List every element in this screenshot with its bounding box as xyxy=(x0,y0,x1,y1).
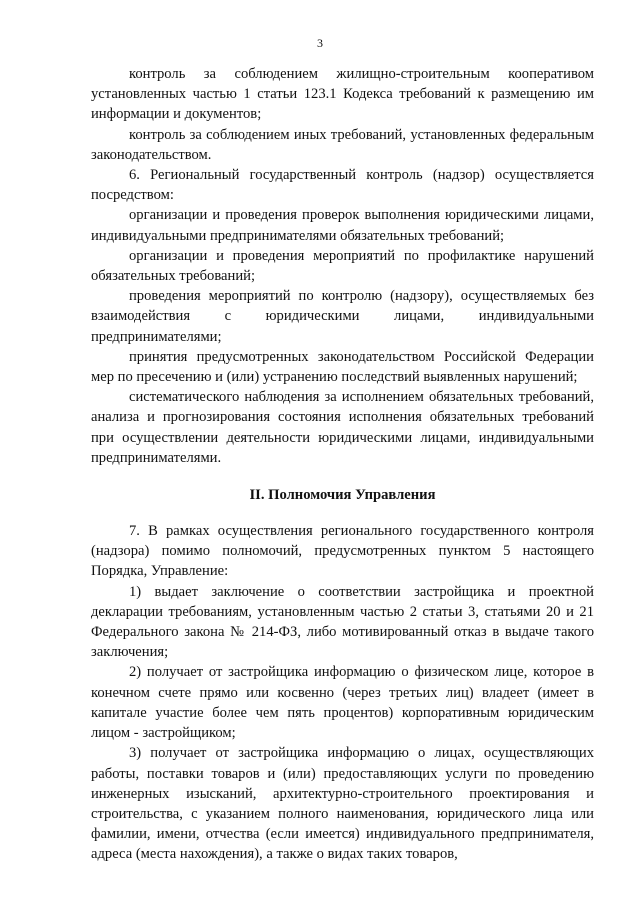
paragraph: принятия предусмотренных законодательством Российской Федерации мер по пресечению и (или) устранению последствий выявленных нарушений; xyxy=(91,348,594,386)
paragraph: 2) получает от застройщика информацию о физическом лице, которое в конечном счете прямо или косвенно (через третьих лиц) владеет (имеет в капитале участие более чем пять процентов) корпоративным юридическим лицом - застройщиком; xyxy=(91,664,594,742)
paragraph: контроль за соблюдением жилищно-строительным кооперативом установленных частью 1 статьи 123.1 Кодекса требований к размещению им информации и документов; xyxy=(91,66,594,123)
paragraph: 3) получает от застройщика информацию о лицах, осуществляющих работы, поставки товаров и (или) предоставляющих услуги по проведению инженерных изысканий, архитектурно-строительного проектирования и строительства, с указанием полного наименования, юридического лица или фамилии, имени, отчества (если имеется) индивидуального предпринимателя, адреса (места нахождения), а также о видах таких товаров, xyxy=(91,745,594,863)
paragraph: 1) выдает заключение о соответствии застройщика и проектной декларации требованиям, установленным частью 2 статьи 3, статьями 20 и 21 Федерального закона № 214-ФЗ, либо мотивированный отказ в выдаче такого заключения; xyxy=(91,583,594,661)
paragraph: 6. Региональный государственный контроль (надзор) осуществляется посредством: xyxy=(91,167,594,204)
section-heading: II. Полномочия Управления xyxy=(249,487,436,504)
paragraph: организации и проведения проверок выполнения юридическими лицами, индивидуальными предпринимателями обязательных требований; xyxy=(91,207,594,244)
paragraph: систематического наблюдения за исполнением обязательных требований, анализа и прогнозирования состояния исполнения обязательных требований при осуществлении деятельности юридическими лицами, индивидуальными предпринимателями. xyxy=(91,389,594,466)
paragraph: контроль за соблюдением иных требований, установленных федеральным законодательством. xyxy=(91,126,594,163)
paragraph: организации и проведения мероприятий по профилактике нарушений обязательных требований; xyxy=(91,247,594,285)
paragraph: 7. В рамках осуществления регионального государственного контроля (надзора) помимо полномочий, предусмотренных пунктом 5 настоящего Порядка, Управление: xyxy=(91,523,594,580)
paragraph: проведения мероприятий по контролю (надзору), осуществляемых без взаимодействия с юридическими лицами, индивидуальными предпринимателями; xyxy=(91,288,594,345)
page-number: 3 xyxy=(317,36,323,50)
document-body xyxy=(91,64,594,865)
